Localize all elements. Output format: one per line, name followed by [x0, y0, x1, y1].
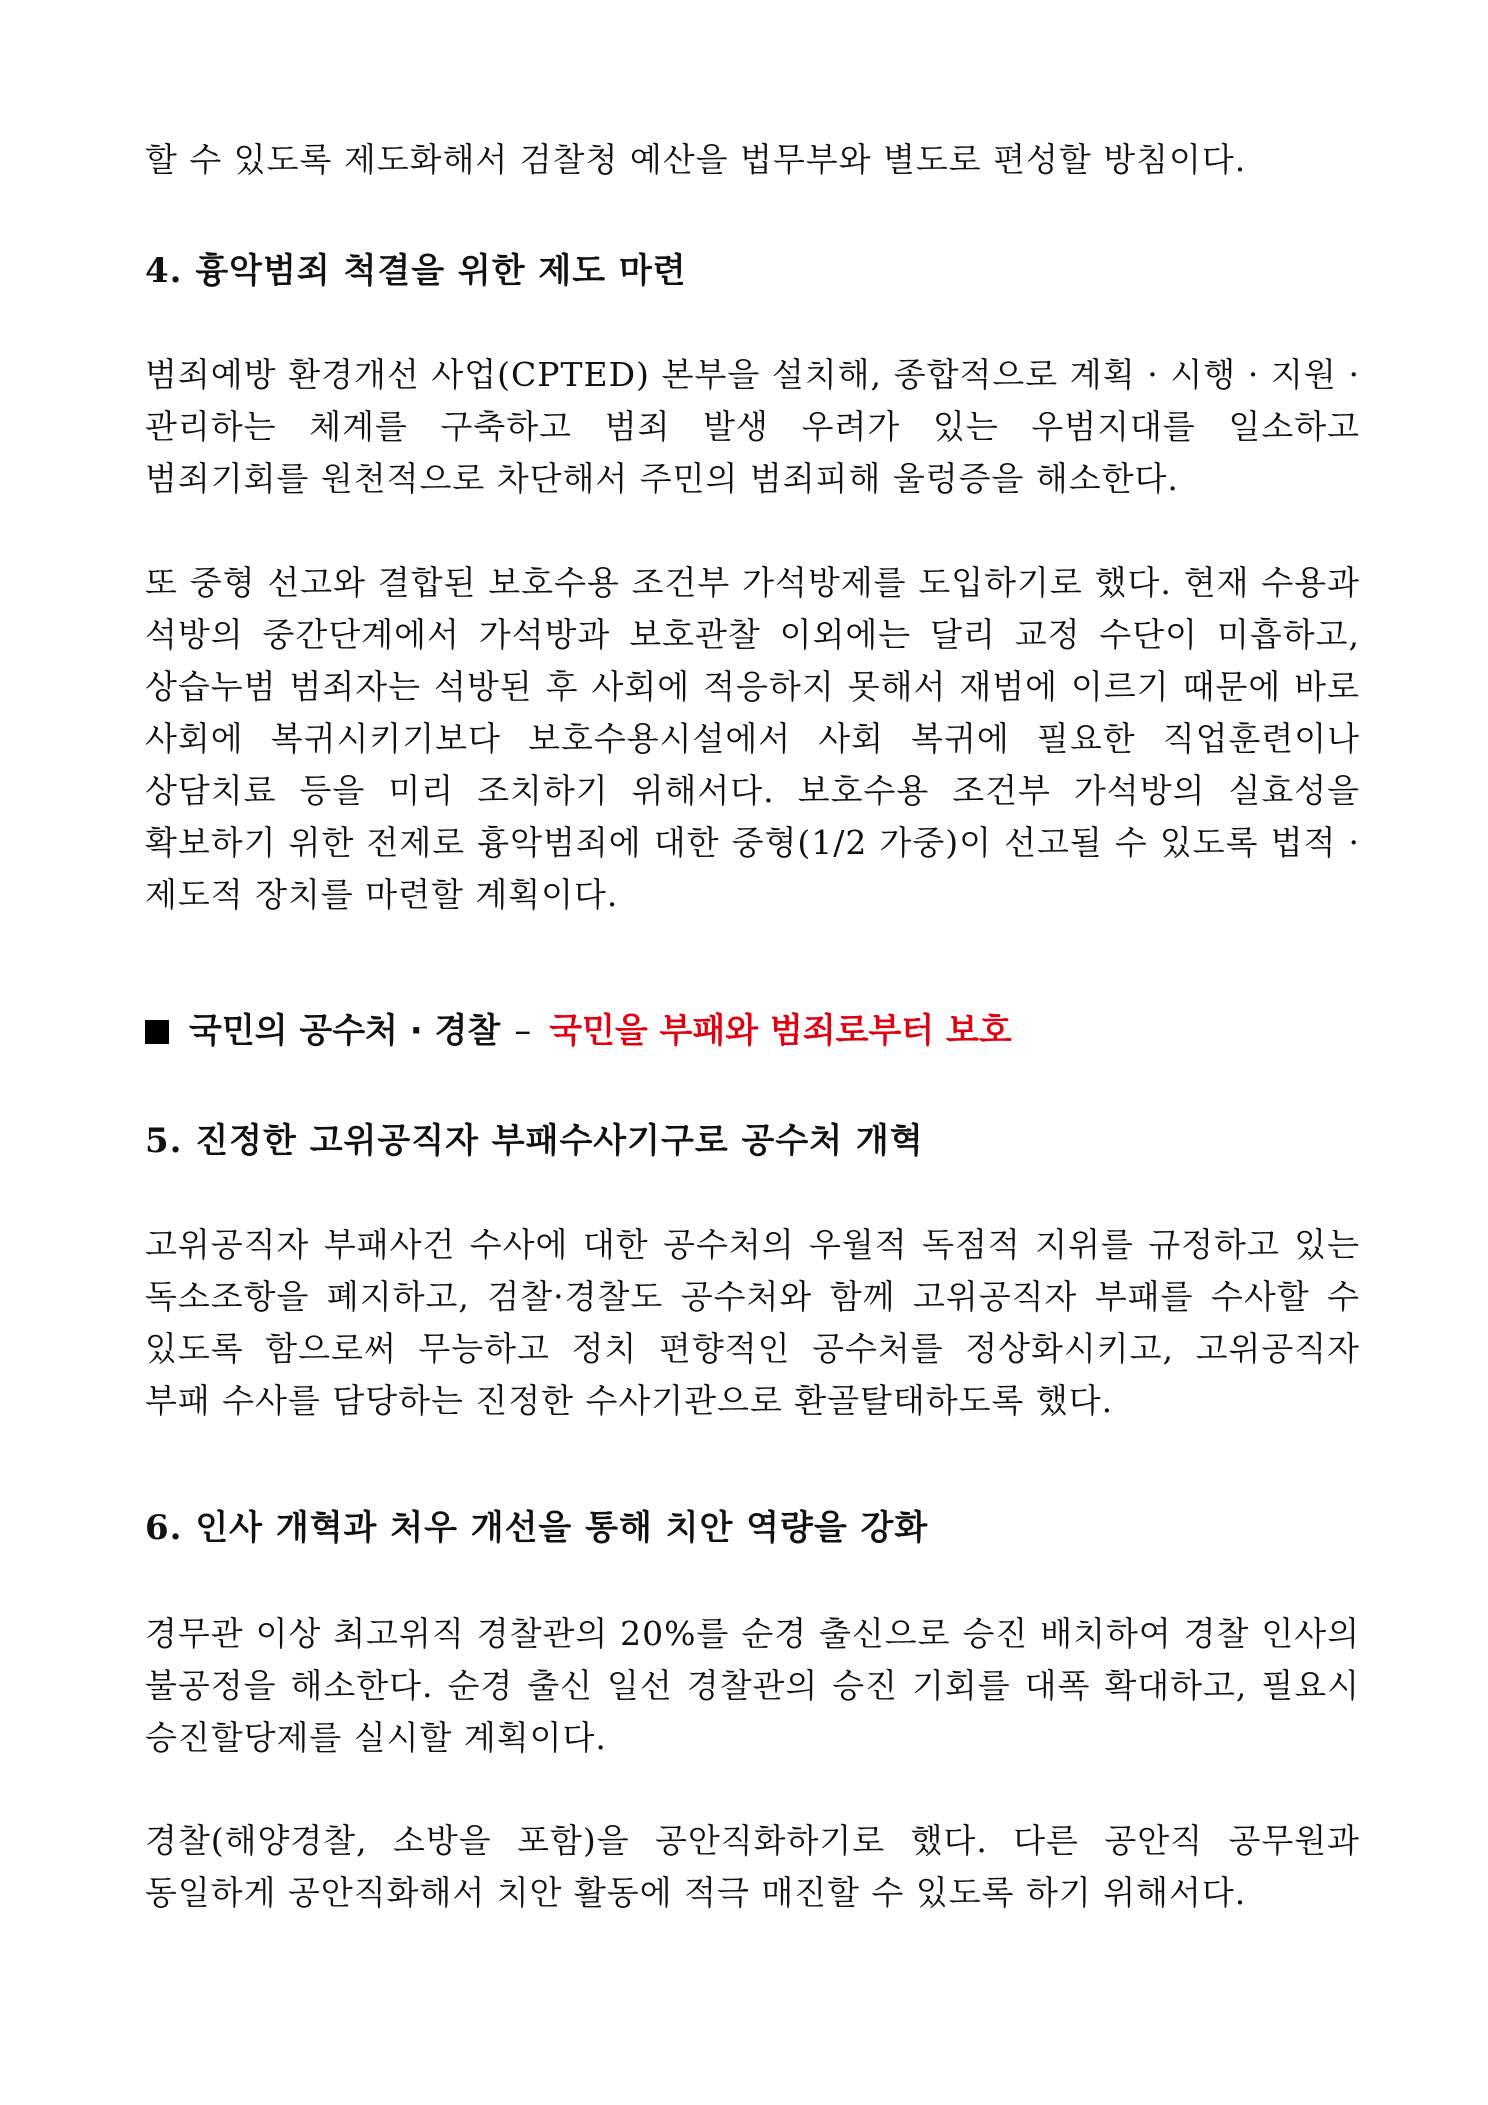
heading-item-5: 5. 진정한 고위공직자 부패수사기구로 공수처 개혁 — [145, 1121, 924, 1161]
paragraph-cio-reform: 고위공직자 부패사건 수사에 대한 공수처의 우월적 독점적 지위를 규정하고 있는 독소조항을 폐지하고, 검찰·경찰도 공수처와 함께 고위공직자 부패를 수사할 수 있도록 함으로써 무능하고 정치 편향적인 공수처를 정상화시키고, 고위공직자 부패 수사를 담당하는 진정한 수사기관으로 환골탈태하도록 했다. — [145, 1225, 1360, 1420]
black-square-icon — [145, 1020, 169, 1044]
paragraph-police-promotion: 경무관 이상 최고위직 경찰관의 20%를 순경 출신으로 승진 배치하여 경찰 인사의 불공정을 해소한다. 순경 출신 일선 경찰관의 승진 기회를 대폭 확대하고, 필요시 승진할당제를 실시할 계획이다. — [145, 1614, 1360, 1757]
section-title-text: 국민의 공수처 · 경찰 — [189, 1011, 501, 1051]
paragraph-public-security: 경찰(해양경찰, 소방을 포함)을 공안직화하기로 했다. 다른 공안직 공무원과 동일하게 공안직화해서 치안 활동에 적극 매진할 수 있도록 하기 위해서다. — [145, 1821, 1360, 1912]
paragraph-cpted: 범죄예방 환경개선 사업(CPTED) 본부을 설치해, 종합적으로 계획 · 시행 · 지원 · 관리하는 체계를 구축하고 범죄 발생 우려가 있는 우범지대를 일소하고 범죄기회를 원천적으로 차단해서 주민의 범죄피해 울렁증을 해소한다. — [145, 355, 1360, 498]
paragraph-parole: 또 중형 선고와 결합된 보호수용 조건부 가석방제를 도입하기로 했다. 현재 수용과 석방의 중간단계에서 가석방과 보호관찰 이외에는 달리 교정 수단이 미흡하고, 상습누범 범죄자는 석방된 후 사회에 적응하지 못해서 재범에 이르기 때문에 바로 사회에 복귀시키기보다 보호수용시설에서 사회 복귀에 필요한 직업훈련이나 상담치료 등을 미리 조치하기 위해서다. 보호수용 조건부 가석방의 실효성을 확보하기 위한 전제로 흉악범죄에 대한 중형(1/2 가중)이 선고될 수 있도록 법적 · 제도적 장치를 마련할 계획이다. — [145, 563, 1360, 914]
section-subtitle: 국민을 부패와 범죄로부터 보호 — [549, 1011, 1012, 1051]
heading-item-4: 4. 흉악범죄 척결을 위한 제도 마련 — [145, 251, 687, 291]
paragraph-budget-continuation: 할 수 있도록 제도화해서 검찰청 예산을 법무부와 별도로 편성할 방침이다. — [145, 140, 1247, 179]
section-title-dash: – — [514, 1011, 532, 1051]
heading-item-6: 6. 인사 개혁과 처우 개선을 통해 치안 역량을 강화 — [145, 1508, 929, 1548]
section-title — [145, 1005, 1012, 1057]
